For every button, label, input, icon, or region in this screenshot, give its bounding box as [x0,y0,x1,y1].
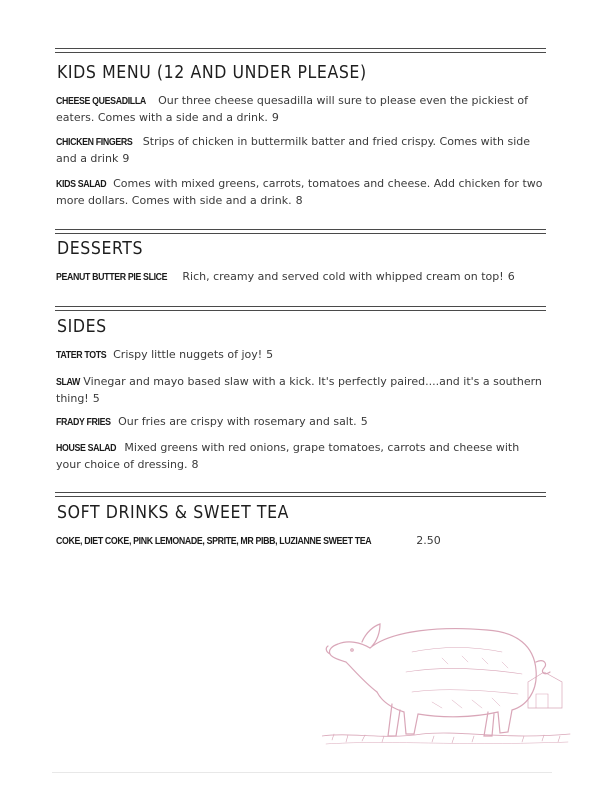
item-description: Our fries are crispy with rosemary and salt. [118,415,357,428]
item-price: 2.50 [416,534,441,547]
item-name: FRADY FRIES [56,417,111,428]
item-name: KIDS SALAD [56,179,107,190]
menu-item [56,176,546,209]
section-rule [55,306,546,311]
menu-item [56,347,546,364]
item-name: CHICKEN FINGERS [56,137,133,148]
section-title-drinks: SOFT DRINKS & SWEET TEA [57,503,290,523]
menu-item [56,414,546,431]
item-description: Strips of chicken in buttermilk batter and fried crispy. Comes with side and a drink [56,135,531,165]
item-description: Our three cheese quesadilla will sure to please even the pickiest of eaters. Comes with a side and a drink. [56,94,528,124]
section-rule [55,229,546,234]
menu-item [56,134,546,167]
item-price: 5 [92,392,100,405]
section-title-desserts: DESSERTS [57,239,144,259]
menu-item [56,533,546,550]
menu-item [56,93,546,126]
menu-item [56,374,546,407]
section-rule [55,492,546,497]
section-title-sides: SIDES [57,317,107,337]
item-price: 9 [122,152,130,165]
item-name: SLAW [56,377,81,388]
item-price: 9 [271,111,279,124]
item-name: PEANUT BUTTER PIE SLICE [56,272,168,283]
item-price: 6 [507,270,515,283]
item-name: TATER TOTS [56,350,107,361]
item-name: HOUSE SALAD [56,443,117,454]
item-price: 5 [360,415,368,428]
bottom-divider [52,772,552,773]
section-rule [55,48,546,53]
item-price: 8 [295,194,303,207]
item-price: 8 [191,458,199,471]
section-title-kids: KIDS MENU (12 AND UNDER PLEASE) [57,63,367,83]
item-name: COKE, DIET COKE, PINK LEMONADE, SPRITE, MR PIBB, LUZIANNE SWEET TEA [56,536,372,547]
item-description: Vinegar and mayo based slaw with a kick. It's perfectly paired....and it's a southern thing! [56,375,542,405]
item-price: 5 [266,348,274,361]
item-description: Crispy little nuggets of joy! [113,348,263,361]
item-description: Comes with mixed greens, carrots, tomatoes and cheese. Add chicken for two more dollars. Comes with side and a drink. [56,177,543,207]
menu-item [56,440,546,473]
item-description: Rich, creamy and served cold with whipped cream on top! [182,270,504,283]
menu-item [56,269,546,286]
item-description: Mixed greens with red onions, grape tomatoes, carrots and cheese with your choice of dressing. [56,441,520,471]
pig-illustration [322,612,572,747]
item-name: CHEESE QUESADILLA [56,96,146,107]
